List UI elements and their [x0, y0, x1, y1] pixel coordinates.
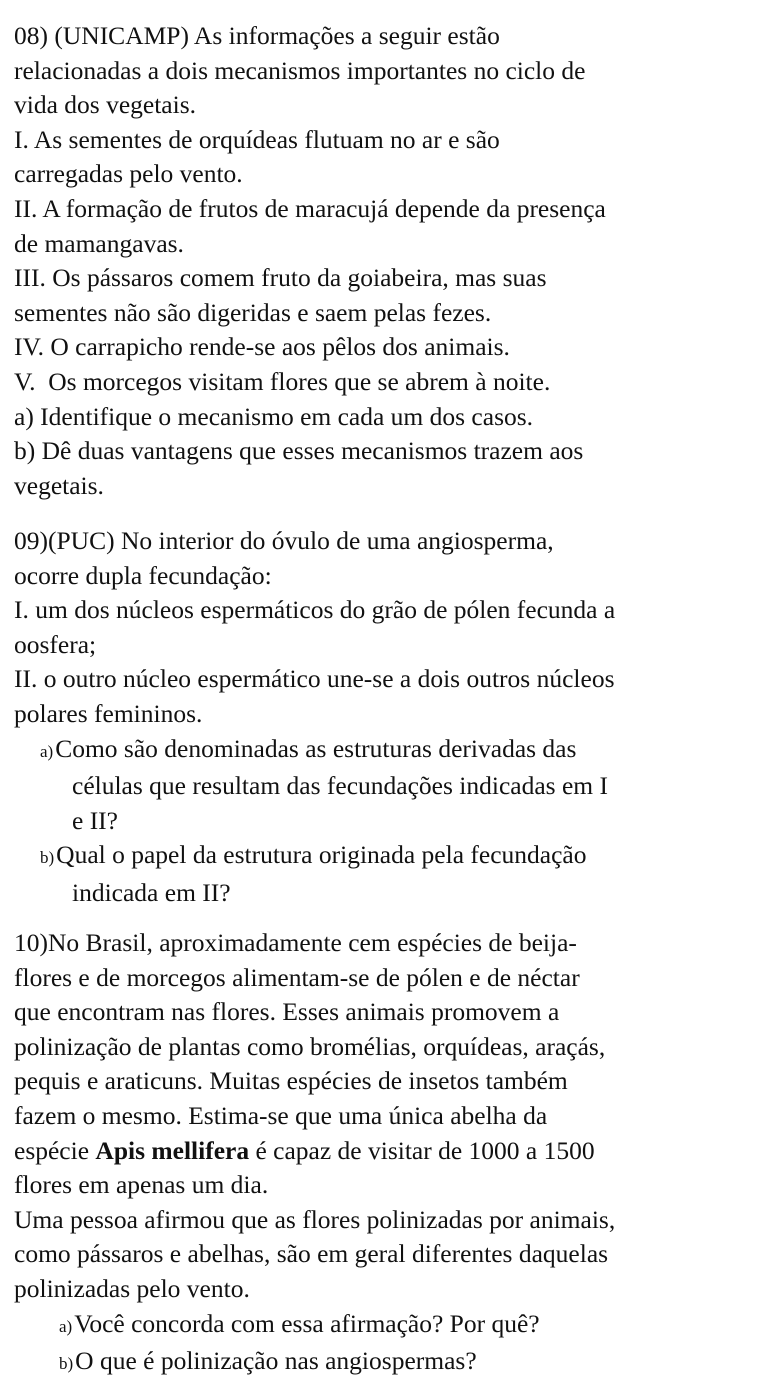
q10-line: como pássaros e abelhas, são em geral diferentes daquelas [14, 1239, 609, 1269]
q10-line: polinizadas pelo vento. [14, 1273, 250, 1303]
q08-line: 08) (UNICAMP) As informações a seguir estão [14, 21, 500, 50]
q09-item-a [14, 732, 774, 770]
q10-line: flores e de morcegos alimentam-se de pólen e de néctar [14, 962, 580, 992]
q09-line: II. o outro núcleo espermático une-se a dois outros núcleos [14, 664, 615, 694]
q10-line: 10)No Brasil, aproximadamente cem espécies de beija- [14, 928, 577, 957]
q09-line: ocorre dupla fecundação: [14, 560, 272, 590]
q10-line: fazem o mesmo. Estima-se que uma única abelha da [14, 1100, 548, 1130]
q08-line: b) Dê duas vantagens que esses mecanismos trazem aos [14, 436, 584, 466]
q10-item-a-marker: a) [59, 1316, 73, 1336]
q09-item-b-marker: b) [40, 848, 55, 868]
q09-line: I. um dos núcleos espermáticos do grão de pólen fecunda a [14, 595, 616, 625]
q10-species-name: Apis mellifera [95, 1135, 250, 1165]
question-10 [14, 926, 774, 1382]
q10-line: polinização de plantas como bromélias, orquídeas, araçás, [14, 1031, 606, 1061]
q08-line: a) Identifique o mecanismo em cada um dos casos. [14, 401, 534, 431]
q08-line: carregadas pelo vento. [14, 159, 243, 189]
question-09 [14, 524, 774, 911]
q10-item-b-text: O que é polinização nas angiospermas? [75, 1346, 477, 1376]
q10-line: pequis e araticuns. Muitas espécies de insetos também [14, 1066, 568, 1096]
q10-line: que encontram nas flores. Esses animais promovem a [14, 997, 560, 1027]
q08-line: IV. O carrapicho rende-se aos pêlos dos animais. [14, 332, 510, 362]
q09-item-a-cont: e II? [72, 805, 118, 835]
question-08 [14, 19, 774, 503]
q10-item-a-text: Você concorda com essa afirmação? Por quê? [74, 1308, 540, 1338]
q08-line: I. As sementes de orquídeas flutuam no ar e são [14, 124, 500, 154]
q10-item-b-marker: b) [59, 1354, 74, 1374]
q09-item-a-marker: a) [40, 741, 54, 761]
q08-line: sementes não são digeridas e saem pelas fezes. [14, 297, 492, 327]
q09-line: 09)(PUC) No interior do óvulo de uma angiosperma, [14, 526, 554, 555]
q09-line: oosfera; [14, 629, 97, 659]
q09-item-b [14, 838, 774, 876]
q08-line: de mamangavas. [14, 228, 184, 258]
q10-item-b [14, 1344, 774, 1382]
q08-line: III. Os pássaros comem fruto da goiabeira, mas suas [14, 263, 547, 293]
q08-line: relacionadas a dois mecanismos importantes no ciclo de [14, 55, 586, 85]
q10-species-line [14, 1134, 774, 1169]
q08-line: vegetais. [14, 470, 104, 500]
q10-line: Uma pessoa afirmou que as flores polinizadas por animais, [14, 1204, 616, 1234]
q09-line: polares femininos. [14, 698, 203, 728]
q10-species-suffix: é capaz de visitar de 1000 a 1500 [249, 1135, 595, 1165]
q09-item-b-text: Qual o papel da estrutura originada pela fecundação [56, 840, 587, 870]
q10-line: flores em apenas um dia. [14, 1170, 269, 1200]
q10-item-a [14, 1307, 774, 1345]
q09-item-a-cont: células que resultam das fecundações indicadas em I [72, 771, 608, 801]
q10-species-prefix: espécie [14, 1135, 96, 1165]
q09-item-a-text: Como são denominadas as estruturas derivadas das [55, 733, 577, 763]
q08-line: vida dos vegetais. [14, 90, 196, 120]
q08-line: V. Os morcegos visitam flores que se abrem à noite. [14, 366, 551, 396]
q09-item-b-cont: indicada em II? [72, 877, 231, 907]
q08-line: II. A formação de frutos de maracujá depende da presença [14, 193, 606, 223]
